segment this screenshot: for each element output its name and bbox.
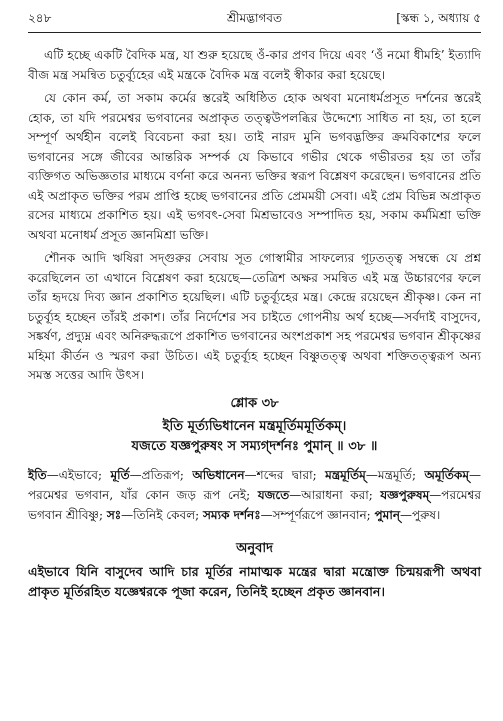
synonym-meaning: —পরমেশ্বর ভগবান শ্রীবিষ্ণু;: [28, 487, 481, 522]
page-header: [28, 10, 481, 28]
verse-heading: শ্লোক ৩৮: [230, 395, 279, 411]
synonym-term: ইতি: [28, 467, 47, 482]
synonym-meaning: —মন্ত্রমূর্তি;: [365, 467, 425, 482]
synonym-term: অভিধানেন: [192, 467, 245, 482]
book-title: শ্রীমদ্ভাগবত: [226, 11, 282, 25]
purport-paragraph: শৌনক আদি ঋষিরা সদ্গুরুর সেবায় সূত গোস্বামীর সাফল্যের গূঢ়তত্ত্ব সম্বন্ধে যে প্রশ্ন করেছিলেন তা এখানে বিশ্লেষণ করা হয়েছে—তেত্রিশ অক্ষর সমন্বিত এই মন্ত্র উচ্চারণের ফলে তাঁর হৃদয়ে দিব্য জ্ঞান প্রকাশিত হয়েছিল। এটি চতুর্ব্যূহের মন্ত্র। কেন্দ্রে রয়েছেন শ্রীকৃষ্ণ। কেন না চতুর্ব্যূহ হচ্ছেন তাঁরই প্রকাশ। তাঁর নির্দেশের সব চাইতে গোপনীয় অর্থ হচ্ছে—সর্বদাই বাসুদেব, সঙ্কর্ষণ, প্রদ্যুম্ন এবং অনিরুদ্ধরূপে প্রকাশিত ভগবানের অংশপ্রকাশ সহ পরমেশ্বর ভগবান শ্রীকৃষ্ণের মহিমা কীর্তন ও স্মরণ করা উচিত। এই চতুর্ব্যূহ হচ্ছেন বিষ্ণুতত্ত্ব অথবা শক্তিতত্ত্বরূপ অন্য সমস্ত সত্তের আদি উৎস।: [28, 251, 481, 382]
synonym-term: অমূর্তিকম্: [424, 467, 469, 482]
synonym-term: পুমান্: [374, 507, 400, 522]
page-number: ২৪৮: [28, 11, 52, 25]
synonym-meaning: —তিনিই কেবল;: [121, 507, 203, 522]
synonym-meaning: —শব্দের দ্বারা;: [244, 467, 326, 482]
synonym-term: মূর্তি: [110, 467, 130, 482]
synonym-meaning: —প্রতিরূপ;: [129, 467, 193, 482]
translation-heading: অনুবাদ: [236, 540, 273, 556]
synonym-term: সম্যক দর্শনঃ: [203, 507, 261, 522]
synonym-meaning: —এইভাবে;: [46, 467, 111, 482]
synonym-term: সঃ: [106, 507, 122, 522]
synonym-meaning: —আরাধনা করা;: [289, 487, 381, 502]
synonym-meaning: —পুরুষ।: [399, 507, 441, 522]
verse-line: ইতি মূর্ত্যভিধানেন মন্ত্রমূর্তিমমূর্তিকম্।: [162, 418, 347, 434]
page-body: [28, 46, 481, 602]
purport-paragraph: যে কোন কর্ম, তা সকাম কর্মের স্তরেই অধিষ্ঠিত হোক অথবা মনোধর্মপ্রসূত দর্শনের স্তরেই হোক, তা যদি পরমেশ্বর ভগবানের অপ্রাকৃত তত্ত্বউপলব্ধির উদ্দেশ্যে সাধিত না হয়, তা হলে সম্পূর্ণ অর্থহীন বলেই বিবেচনা করা হয়। তাই নারদ মুনি ভগবদ্ভক্তির ক্রমবিকাশের ফলে ভগবানের সঙ্গে জীবের আন্তরিক সম্পর্ক যে কিভাবে গভীর থেকে গভীরতর হয় তা তাঁর ব্যক্তিগত অভিজ্ঞতার মাধ্যমে বর্ণনা করে অনন্য ভক্তির স্বরূপ বিশ্লেষণ করেছেন। ভগবানের প্রতি এই অপ্রাকৃত ভক্তির পরম প্রাপ্তি হচ্ছে ভগবানের প্রতি প্রেমময়ী সেবা। এই প্রেম বিভিন্ন অপ্রাকৃত রসের মাধ্যমে প্রকাশিত হয়। এই ভগবৎ-সেবা মিশ্রভাবেও সম্পাদিত হয়, সকাম কর্মমিশ্রা ভক্তি অথবা মনোধর্ম প্রসূত জ্ঞানমিশ্রা ভক্তি।: [28, 91, 481, 242]
purport-paragraph: এটি হচ্ছে একটি বৈদিক মন্ত্র, যা শুরু হয়েছে ওঁ-কার প্রণব দিয়ে এবং ‘ওঁ নমো ধীমহি’ ইত্যাদি বীজ মন্ত্র সমন্বিত চতুর্ব্যূহের এই মন্ত্রকে বৈদিক মন্ত্র বলেই স্বীকার করা হয়েছে।: [28, 48, 481, 82]
synonym-term: যজ্ঞপুরুষম্: [380, 487, 430, 502]
verse-line: যজতে যজ্ঞপুরুষং স সম্যগ্‌দর্শনঃ পুমান্ ॥ ৩৮ ॥: [131, 438, 378, 454]
chapter-reference: [স্কন্ধ ১, অধ্যায় ৫: [396, 11, 481, 25]
word-synonyms: [28, 465, 481, 525]
synonym-meaning: —সম্পূর্ণরূপে জ্ঞানবান;: [260, 507, 375, 522]
synonym-term: মন্ত্রমূর্তিম্: [325, 467, 366, 482]
synonym-meaning: —পরমেশ্বর ভগবান, যাঁর কোন জড় রূপ নেই;: [28, 467, 481, 502]
translation-text: এইভাবে যিনি বাসুদেব আদি চার মূর্তির নামাত্মক মন্ত্রের দ্বারা মন্ত্রোক্ত চিন্ময়রূপী অথবা প্রাকৃত মূর্তিরহিত যজ্ঞেশ্বরকে পূজা করেন, তিনিই হচ্ছেন প্রকৃত জ্ঞানবান।: [28, 563, 481, 599]
synonym-term: যজতে: [257, 487, 290, 502]
header-divider: [28, 32, 481, 33]
